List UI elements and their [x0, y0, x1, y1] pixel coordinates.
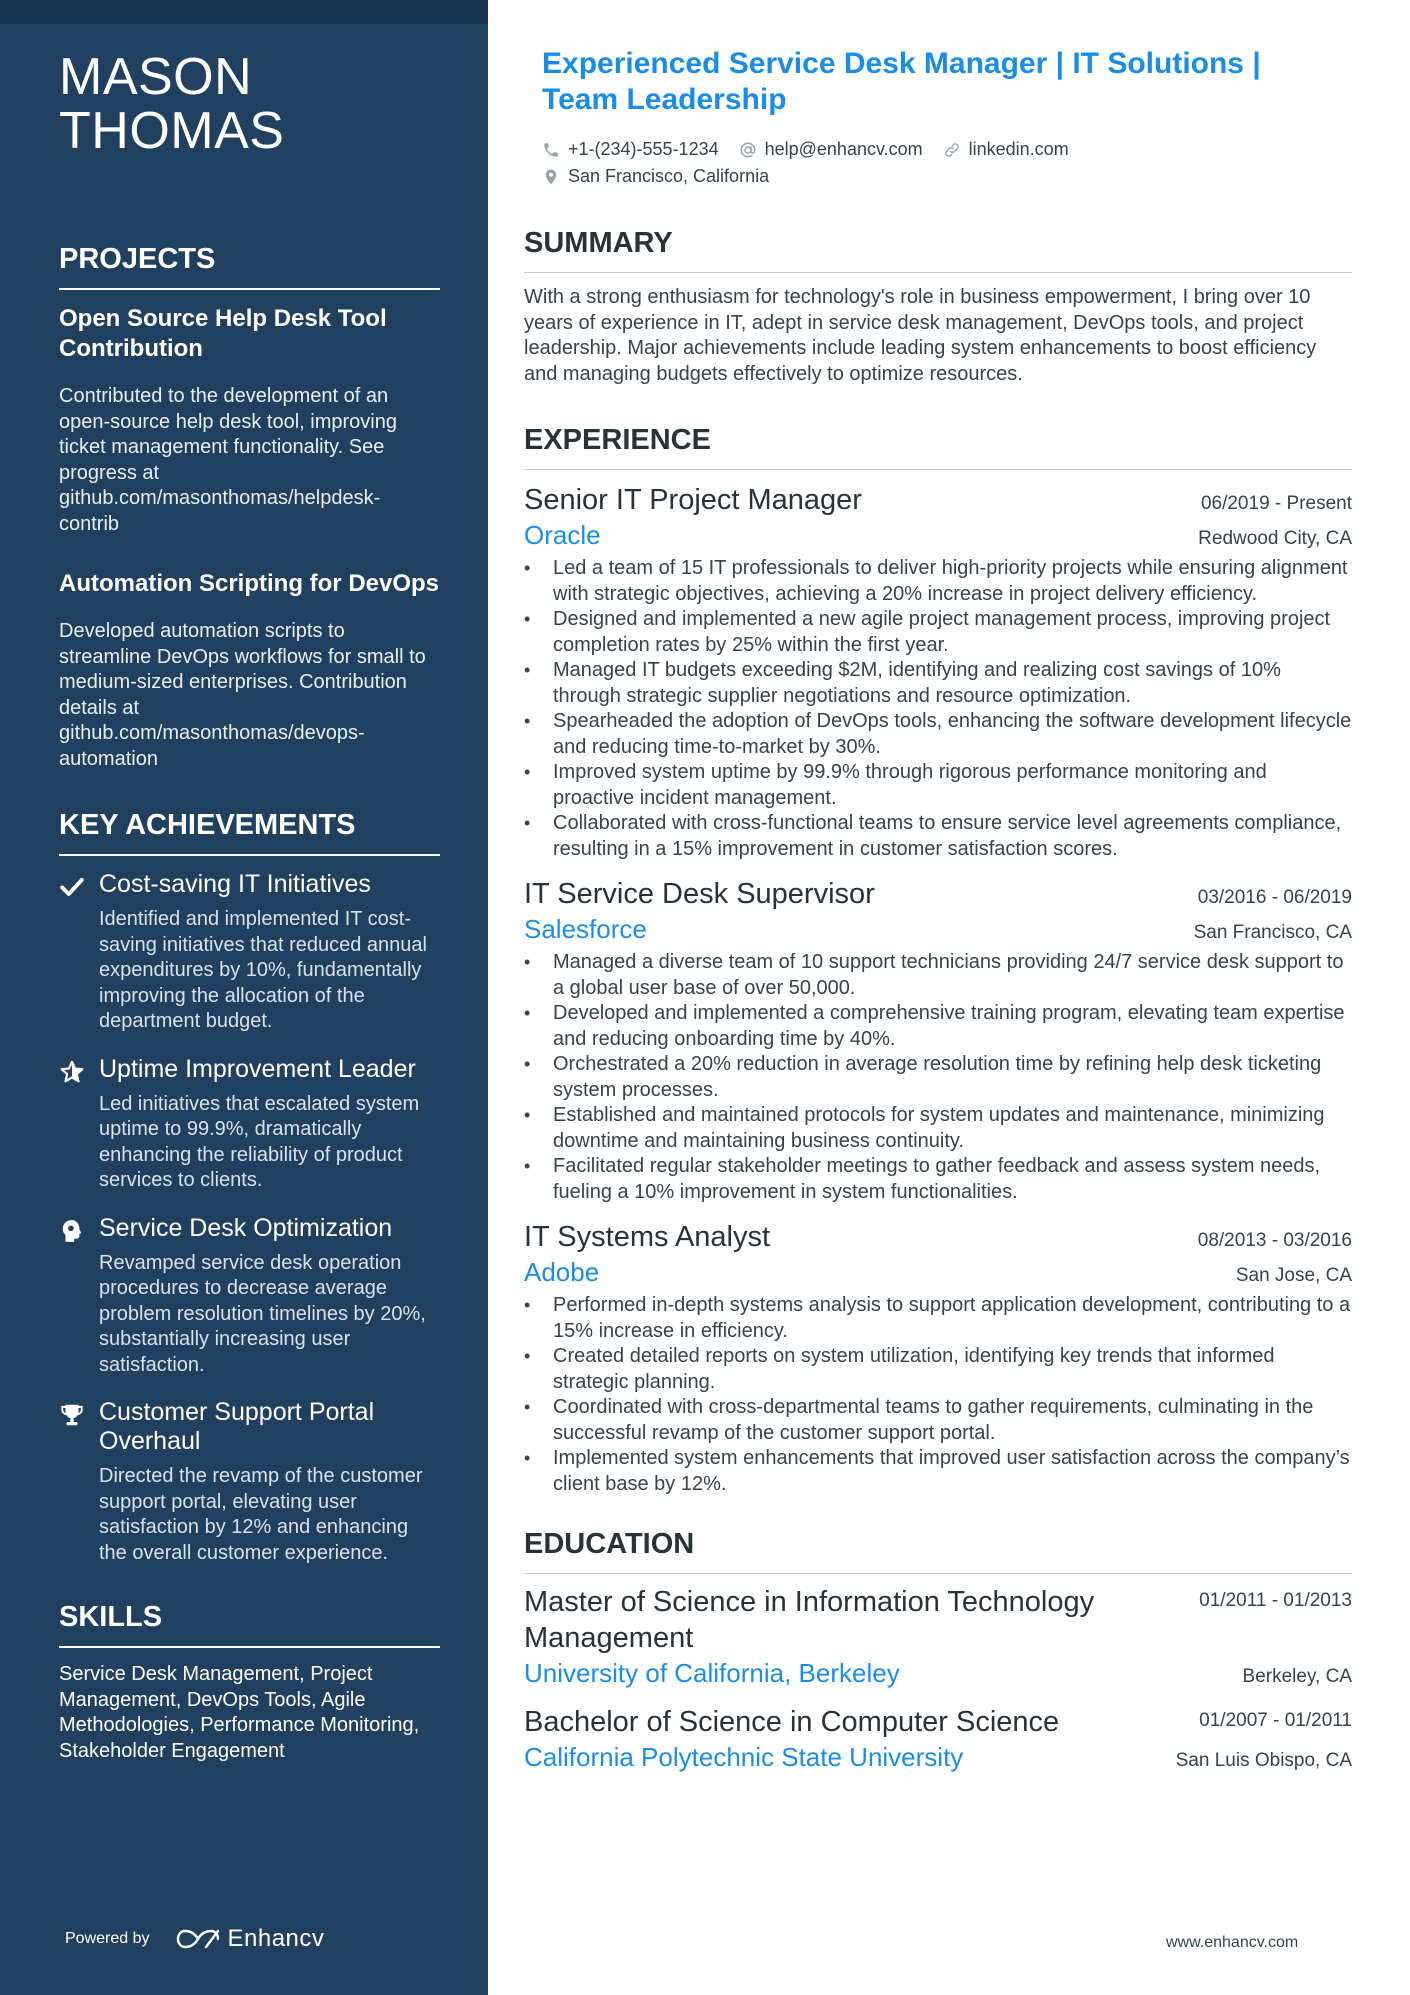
list-item: • Managed IT budgets exceeding $2M, identifying and realizing cost savings of 10% through strategic supplier negotiations and resource optimization. — [524, 658, 1352, 709]
email-address: help@enhancv.com — [764, 139, 923, 159]
contact-phone[interactable] — [542, 136, 719, 163]
education-entry — [524, 1584, 1352, 1690]
powered-by — [65, 1925, 324, 1953]
achievement-description: Identified and implemented IT cost-saving initiatives that reduced annual expenditures by 10%, fundamentally improving the allocation of the department budget. — [99, 908, 427, 1032]
school-name: University of California, Berkeley — [524, 1658, 900, 1688]
list-item: • Led a team of 15 IT professionals to deliver high-priority projects while ensuring alignment with strategic objectives, achieving a 20% increase in project delivery efficiency. — [524, 556, 1352, 607]
job-company-row — [524, 518, 1352, 552]
project-title: Open Source Help Desk Tool Contribution — [59, 305, 387, 362]
job-entry — [524, 1219, 1352, 1497]
check-icon — [59, 874, 85, 900]
job-location: Redwood City, CA — [1198, 528, 1352, 549]
job-dates: 08/2013 - 03/2016 — [1197, 1230, 1352, 1251]
linkedin-url: linkedin.com — [968, 139, 1069, 159]
enhancv-logo-icon — [176, 1928, 220, 1950]
link-icon — [943, 141, 961, 159]
job-bullets — [524, 556, 1352, 862]
skills-list: Service Desk Management, Project Management, DevOps Tools, Agile Methodologies, Performance Monitoring, Stakeholder Engagement — [59, 1663, 420, 1762]
education-header — [524, 1704, 1352, 1740]
degree-title: Bachelor of Science in Computer Science — [524, 1706, 1060, 1738]
summary-text: With a strong enthusiasm for technology's role in business empowerment, I bring over 10 years of experience in IT, adept in service desk management, DevOps tools, and project leadership. Major achievements include leading system enhancements to boost efficiency and managing budgets effectively to optimize resources. — [524, 286, 1317, 385]
job-company-row — [524, 912, 1352, 946]
job-header — [524, 482, 1352, 518]
head-icon — [59, 1218, 85, 1244]
job-entry — [524, 482, 1352, 862]
education-header — [524, 1584, 1352, 1656]
education-heading: EDUCATION — [524, 1527, 1352, 1574]
headline: Experienced Service Desk Manager | IT Solutions | Team Leadership — [542, 47, 1261, 116]
location-pin-icon — [542, 168, 560, 186]
list-item: • Created detailed reports on system utilization, identifying key trends that informed strategic planning. — [524, 1344, 1352, 1395]
list-item: • Performed in-depth systems analysis to support application development, contributing to a 15% increase in efficiency. — [524, 1293, 1352, 1344]
job-title: IT Systems Analyst — [524, 1221, 771, 1253]
job-title: Senior IT Project Manager — [524, 484, 862, 516]
education-school-row — [524, 1740, 1352, 1774]
phone-icon — [542, 141, 560, 159]
summary-section — [524, 226, 1352, 387]
education-section — [524, 1527, 1352, 1774]
skills-section — [59, 1600, 440, 1764]
job-header — [524, 876, 1352, 912]
main-content — [524, 46, 1352, 1774]
achievement-title: Service Desk Optimization — [99, 1213, 393, 1242]
list-item: • Managed a diverse team of 10 support technicians providing 24/7 service desk support to a global user base of over 50,000. — [524, 950, 1352, 1001]
list-item: • Orchestrated a 20% reduction in average resolution time by refining help desk ticketing system processes. — [524, 1052, 1352, 1103]
phone-number: +1-(234)-555-1234 — [568, 139, 719, 159]
list-item: • Implemented system enhancements that improved user satisfaction across the company’s client base by 12%. — [524, 1446, 1352, 1497]
job-dates: 06/2019 - Present — [1200, 493, 1352, 514]
powered-by-label: Powered by — [65, 1930, 150, 1947]
company-name: Salesforce — [524, 914, 647, 944]
company-name: Oracle — [524, 520, 601, 550]
job-bullets — [524, 950, 1352, 1205]
achievement-item — [59, 1055, 440, 1194]
achievement-description: Directed the revamp of the customer support portal, elevating user satisfaction by 12% and enhancing the overall customer experience. — [99, 1465, 423, 1564]
project-description: Contributed to the development of an open-source help desk tool, improving ticket management functionality. See progress at github.com/masonthomas/helpdesk-contrib — [59, 385, 397, 535]
list-item: • Spearheaded the adoption of DevOps tools, enhancing the software development lifecycle and reducing time-to-market by 30%. — [524, 709, 1352, 760]
at-icon — [739, 141, 757, 159]
job-title: IT Service Desk Supervisor — [524, 878, 875, 910]
education-dates: 01/2011 - 01/2013 — [1199, 1590, 1352, 1611]
achievement-description: Led initiatives that escalated system uptime to 99.9%, dramatically enhancing the reliability of product services to clients. — [99, 1092, 420, 1191]
contact-location — [542, 163, 769, 190]
job-entry — [524, 876, 1352, 1205]
job-company-row — [524, 1255, 1352, 1289]
contact-info — [542, 136, 1352, 190]
job-location: San Francisco, CA — [1193, 922, 1352, 943]
experience-section — [524, 423, 1352, 1497]
location-text: San Francisco, California — [568, 166, 770, 186]
project-description: Developed automation scripts to streamline DevOps workflows for small to medium-sized enterprises. Contribution details at github.com/masonthomas/devops-automation — [59, 620, 426, 770]
list-item: • Developed and implemented a comprehensive training program, elevating team expertise and reducing onboarding time by 40%. — [524, 1001, 1352, 1052]
achievement-title: Cost-saving IT Initiatives — [99, 870, 371, 898]
job-header — [524, 1219, 1352, 1255]
list-item: • Established and maintained protocols for system updates and maintenance, minimizing downtime and maintaining business continuity. — [524, 1103, 1352, 1154]
achievement-title: Uptime Improvement Leader — [99, 1054, 416, 1083]
project-title: Automation Scripting for DevOps — [59, 570, 440, 597]
school-location: Berkeley, CA — [1242, 1666, 1352, 1687]
skills-heading: SKILLS — [59, 1600, 440, 1648]
achievements-heading: KEY ACHIEVEMENTS — [59, 808, 440, 856]
projects-heading: PROJECTS — [59, 242, 440, 290]
company-name: Adobe — [524, 1257, 600, 1287]
contact-row — [542, 136, 1352, 163]
achievement-item — [59, 1214, 440, 1379]
school-name: California Polytechnic State University — [524, 1742, 964, 1772]
candidate-name: MASON THOMAS — [59, 48, 285, 160]
contact-linkedin[interactable] — [943, 136, 1069, 163]
summary-heading: SUMMARY — [524, 226, 1352, 273]
achievements-section — [59, 808, 440, 1566]
contact-row — [542, 163, 1352, 190]
footer-url[interactable]: www.enhancv.com — [1166, 1934, 1299, 1951]
enhancv-logo[interactable] — [176, 1925, 325, 1953]
projects-section — [59, 242, 440, 772]
list-item: • Designed and implemented a new agile project management process, improving project completion rates by 25% within the first year. — [524, 607, 1352, 658]
project-item — [59, 569, 440, 772]
list-item: • Improved system uptime by 99.9% through rigorous performance monitoring and proactive incident management. — [524, 760, 1352, 811]
star-icon — [59, 1059, 85, 1085]
achievement-item — [59, 870, 440, 1035]
sidebar — [0, 0, 488, 1995]
contact-email[interactable] — [739, 136, 923, 163]
list-item: • Facilitated regular stakeholder meetings to gather feedback and assess system needs, fueling a 10% improvement in system functionalities. — [524, 1154, 1352, 1205]
job-bullets — [524, 1293, 1352, 1497]
trophy-icon — [59, 1402, 85, 1428]
achievement-title: Customer Support Portal Overhaul — [99, 1398, 375, 1455]
list-item: • Collaborated with cross-functional teams to ensure service level agreements compliance, resulting in a 15% improvement in customer satisfaction scores. — [524, 811, 1352, 862]
education-dates: 01/2007 - 01/2011 — [1199, 1710, 1352, 1731]
degree-title: Master of Science in Information Technology Management — [524, 1586, 1095, 1654]
achievement-description: Revamped service desk operation procedures to decrease average problem resolution timelines by 20%, substantially increasing user satisfaction. — [99, 1251, 426, 1376]
job-dates: 03/2016 - 06/2019 — [1197, 887, 1352, 908]
job-location: San Jose, CA — [1235, 1265, 1352, 1286]
project-item — [59, 304, 440, 537]
list-item: • Coordinated with cross-departmental teams to gather requirements, culminating in the successful revamp of the customer support portal. — [524, 1395, 1352, 1446]
experience-heading: EXPERIENCE — [524, 423, 1352, 470]
enhancv-brand: Enhancv — [227, 1925, 325, 1952]
school-location: San Luis Obispo, CA — [1175, 1750, 1352, 1771]
education-school-row — [524, 1656, 1352, 1690]
achievement-item — [59, 1398, 440, 1566]
education-entry — [524, 1704, 1352, 1774]
